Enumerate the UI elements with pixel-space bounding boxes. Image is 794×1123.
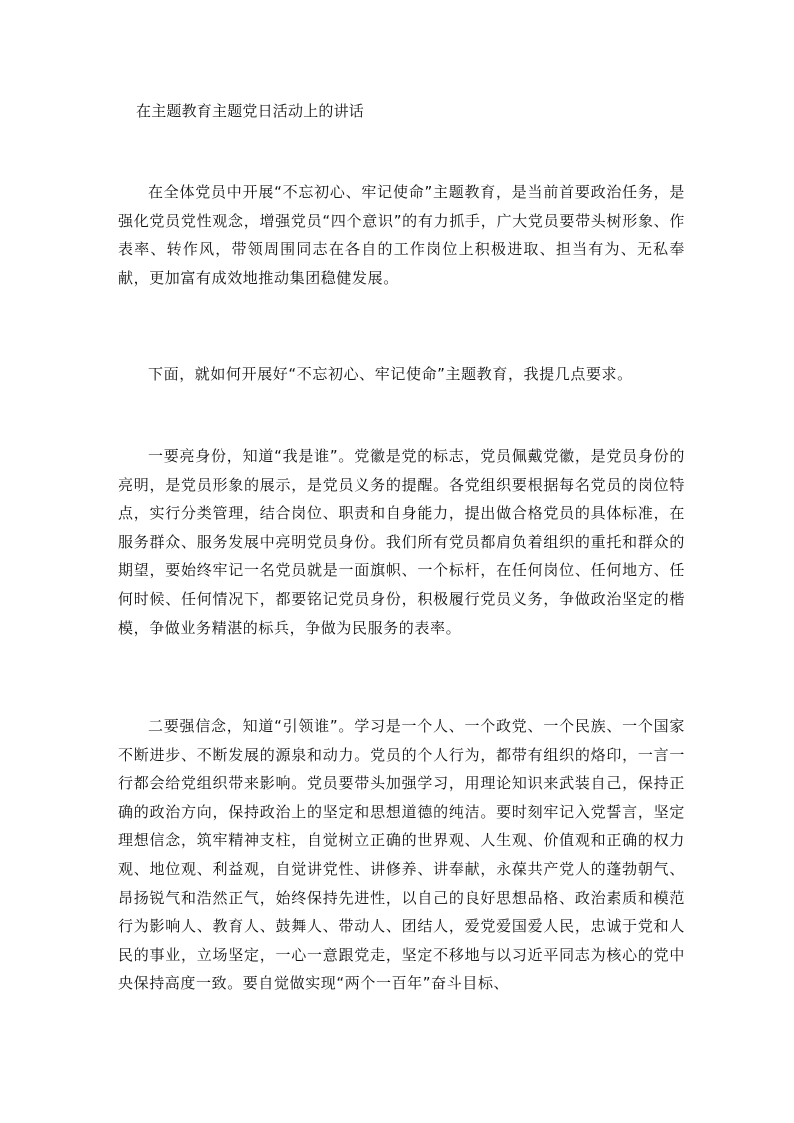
paragraph-intro: 在全体党员中开展“不忘初心、牢记使命”主题教育，是当前首要政治任务，是强化党员党性观念，增强党员“四个意识”的有力抓手，广大党员要带头树形象、作表率、转作风，带领周围同志在各自的工作岗位上积极进取、担当有为、无私奉献，更加富有成效地推动集团稳健发展。 [118,183,685,287]
document-title: 在主题教育主题党日活动上的讲话 [136,102,365,120]
paragraph-requirements-intro: 下面，就如何开展好“不忘初心、牢记使命”主题教育，我提几点要求。 [148,365,633,383]
paragraph-point-one: 一要亮身份，知道“我是谁”。党徽是党的标志，党员佩戴党徽，是党员身份的亮明，是党员形象的展示，是党员义务的提醒。各党组织要根据每名党员的岗位特点，实行分类管理，结合岗位、职责和自身能力，提出做合格党员的具体标准，在服务群众、服务发展中亮明党员身份。我们所有党员都肩负着组织的重托和群众的期望，要始终牢记一名党员就是一面旗帜、一个标杆，在任何岗位、任何地方、任何时候、任何情况下，都要铭记党员身份，积极履行党员义务，争做政治坚定的楷模，争做业务精湛的标兵，争做为民服务的表率。 [118,447,685,637]
paragraph-point-two: 二要强信念，知道“引领谁”。学习是一个人、一个政党、一个民族、一个国家不断进步、不断发展的源泉和动力。党员的个人行为，都带有组织的烙印，一言一行都会给党组织带来影响。党员要带头加强学习，用理论知识来武装自己，保持正确的政治方向，保持政治上的坚定和思想道德的纯洁。要时刻牢记入党誓言，坚定理想信念，筑牢精神支柱，自觉树立正确的世界观、人生观、价值观和正确的权力观、地位观、利益观，自觉讲党性、讲修养、讲奉献，永葆共产党人的蓬勃朝气、昂扬锐气和浩然正气，始终保持先进性，以自己的良好思想品格、政治素质和模范行为影响人、教育人、鼓舞人、带动人、团结人，爱党爱国爱人民，忠诚于党和人民的事业，立场坚定，一心一意跟党走，坚定不移地与以习近平同志为核心的党中央保持高度一致。要自觉做实现“两个一百年”奋斗目标、 [118,717,685,993]
